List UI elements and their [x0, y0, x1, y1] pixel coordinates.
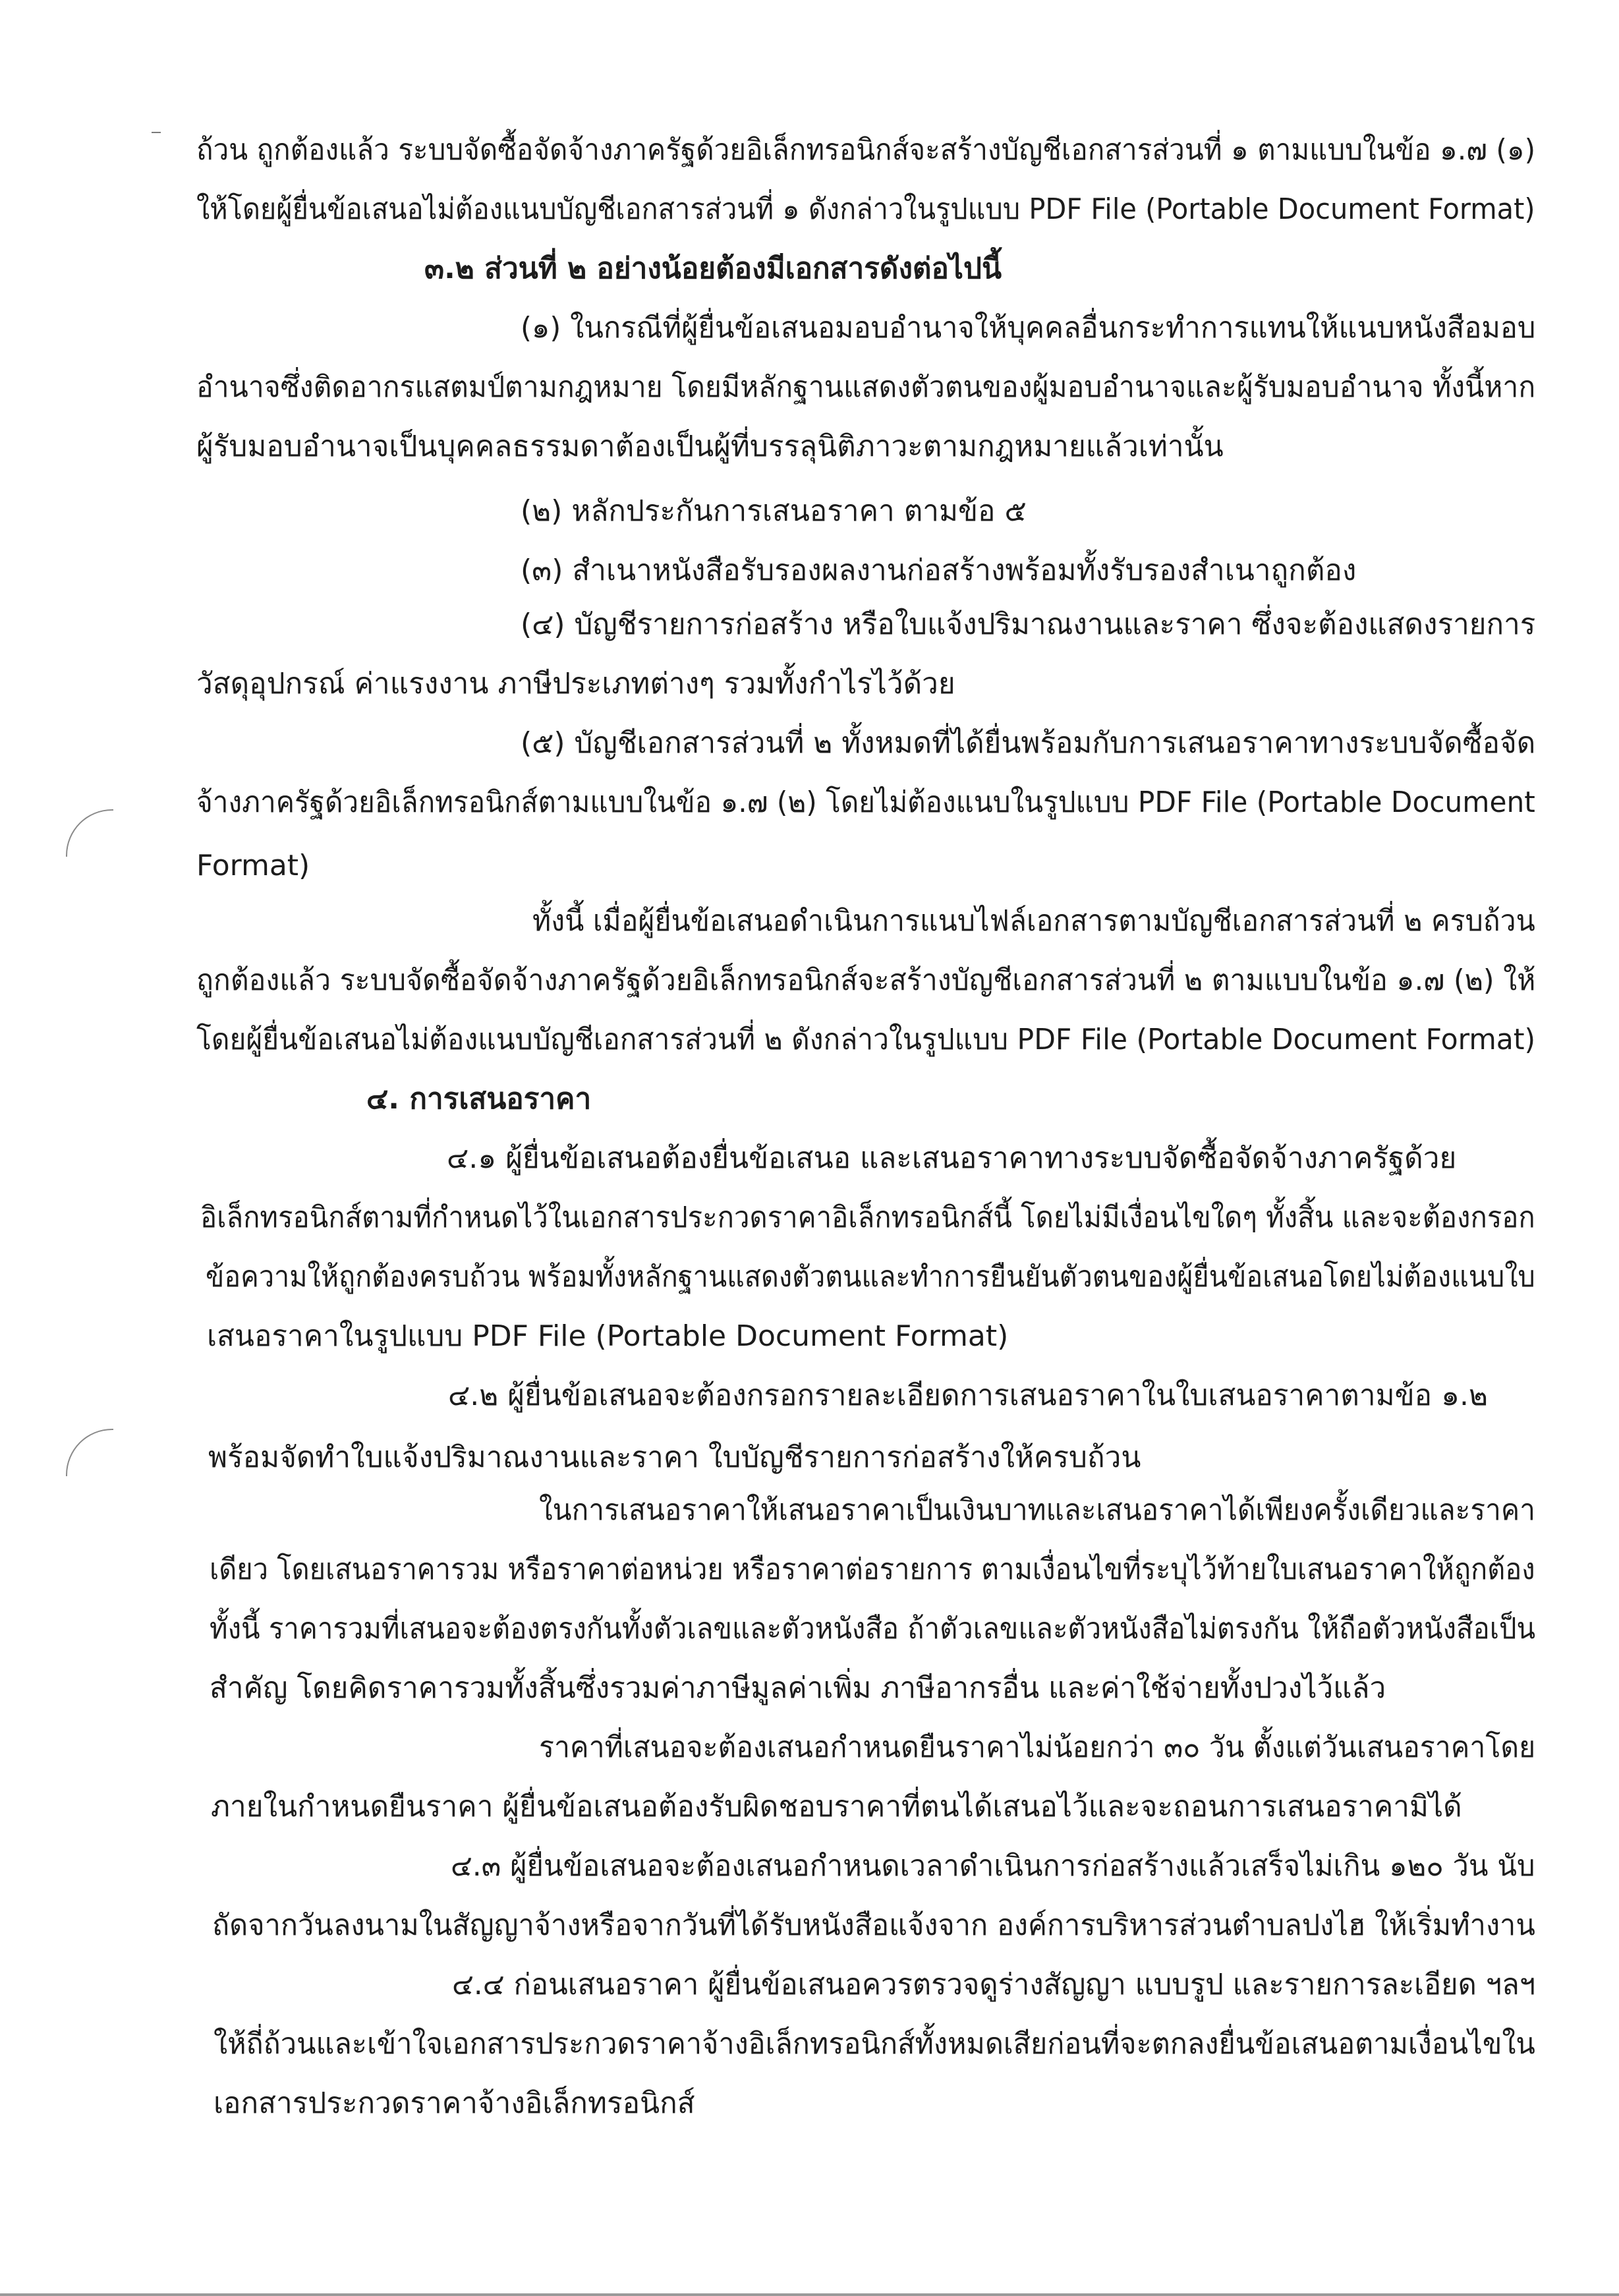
- paragraph-line: ในการเสนอราคาให้เสนอราคาเป็นเงินบาทและเสนอราคาได้เพียงครั้งเดียวและราคา: [539, 1493, 1535, 1527]
- paragraph-line: สำคัญ โดยคิดราคารวมทั้งสิ้นซึ่งรวมค่าภาษีมูลค่าเพิ่ม ภาษีอากรอื่น และค่าใช้จ่ายทั้งปวงไว้แล้ว: [210, 1671, 1386, 1705]
- paragraph-line: ให้ถี่ถ้วนและเข้าใจเอกสารประกวดราคาจ้างอิเล็กทรอนิกส์ทั้งหมดเสียก่อนที่จะตกลงยื่นข้อเสนอตามเงื่อนไขใน: [213, 2027, 1535, 2061]
- paragraph-line: พร้อมจัดทำใบแจ้งปริมาณงานและราคา ใบบัญชีรายการก่อสร้างให้ครบถ้วน: [208, 1441, 1141, 1474]
- punch-hole-mark-upper: [66, 809, 113, 857]
- paragraph-line: Format): [196, 849, 310, 882]
- paragraph-line: (๒) หลักประกันการเสนอราคา ตามข้อ ๕: [521, 494, 1027, 528]
- paragraph-line: ถูกต้องแล้ว ระบบจัดซื้อจัดจ้างภาครัฐด้วยอิเล็กทรอนิกส์จะสร้างบัญชีเอกสารส่วนที่ ๒ ตามแบบในข้อ ๑.๗ (๒) ให้: [196, 963, 1536, 997]
- paragraph-line: ๔.๒ ผู้ยื่นข้อเสนอจะต้องกรอกรายละเอียดการเสนอราคาในใบเสนอราคาตามข้อ ๑.๒: [448, 1379, 1489, 1412]
- paragraph-line: ข้อความให้ถูกต้องครบถ้วน พร้อมทั้งหลักฐานแสดงตัวตนและทำการยืนยันตัวตนของผู้ยื่นข้อเสนอโดยไม่ต้องแนบใบ: [206, 1260, 1535, 1294]
- paragraph-line: ให้โดยผู้ยื่นข้อเสนอไม่ต้องแนบบัญชีเอกสารส่วนที่ ๑ ดังกล่าวในรูปแบบ PDF File (Portable Document Format): [196, 192, 1535, 226]
- paragraph-line: ๔.๑ ผู้ยื่นข้อเสนอต้องยื่นข้อเสนอ และเสนอราคาทางระบบจัดซื้อจัดจ้างภาครัฐด้วย: [447, 1141, 1457, 1175]
- paragraph-line: ถ้วน ถูกต้องแล้ว ระบบจัดซื้อจัดจ้างภาครัฐด้วยอิเล็กทรอนิกส์จะสร้างบัญชีเอกสารส่วนที่ ๑ ตามแบบในข้อ ๑.๗ (๑): [196, 133, 1536, 167]
- section-heading: ๔. การเสนอราคา: [366, 1082, 592, 1116]
- paragraph-line: ๔.๔ ก่อนเสนอราคา ผู้ยื่นข้อเสนอควรตรวจดูร่างสัญญา แบบรูป และรายการละเอียด ฯลฯ: [452, 1968, 1536, 2001]
- paragraph-line: ทั้งนี้ ราคารวมที่เสนอจะต้องตรงกันทั้งตัวเลขและตัวหนังสือ ถ้าตัวเลขและตัวหนังสือไม่ตรงกัน ให้ถือตัวหนังสือเป็น: [210, 1612, 1536, 1646]
- paragraph-line: (๔) บัญชีรายการก่อสร้าง หรือใบแจ้งปริมาณงานและราคา ซึ่งจะต้องแสดงรายการ: [521, 608, 1536, 641]
- scan-bottom-edge: [0, 2293, 1619, 2296]
- paragraph-line: ถัดจากวันลงนามในสัญญาจ้างหรือจากวันที่ได้รับหนังสือแจ้งจาก องค์การบริหารส่วนตำบลปงไฮ ให้เริ่มทำงาน: [212, 1909, 1535, 1942]
- paragraph-line: เอกสารประกวดราคาจ้างอิเล็กทรอนิกส์: [213, 2086, 695, 2120]
- paragraph-line: เดียว โดยเสนอราคารวม หรือราคาต่อหน่วย หรือราคาต่อรายการ ตามเงื่อนไขที่ระบุไว้ท้ายใบเสนอราคาให้ถูกต้อง: [210, 1553, 1535, 1586]
- punch-hole-mark-lower: [66, 1429, 113, 1476]
- paragraph-line: วัสดุอุปกรณ์ ค่าแรงงาน ภาษีประเภทต่างๆ รวมทั้งกำไรไว้ด้วย: [196, 667, 955, 701]
- paragraph-line: ๔.๓ ผู้ยื่นข้อเสนอจะต้องเสนอกำหนดเวลาดำเนินการก่อสร้างแล้วเสร็จไม่เกิน ๑๒๐ วัน นับ: [451, 1849, 1535, 1883]
- scan-mark: [152, 132, 161, 133]
- paragraph-line: โดยผู้ยื่นข้อเสนอไม่ต้องแนบบัญชีเอกสารส่วนที่ ๒ ดังกล่าวในรูปแบบ PDF File (Portable Document Format): [196, 1023, 1536, 1056]
- paragraph-line: ทั้งนี้ เมื่อผู้ยื่นข้อเสนอดำเนินการแนบไฟล์เอกสารตามบัญชีเอกสารส่วนที่ ๒ ครบถ้วน: [532, 904, 1535, 938]
- section-heading: ๓.๒ ส่วนที่ ๒ อย่างน้อยต้องมีเอกสารดังต่อไปนี้: [424, 252, 1002, 285]
- paragraph-line: ผู้รับมอบอำนาจเป็นบุคคลธรรมดาต้องเป็นผู้ที่บรรลุนิติภาวะตามกฎหมายแล้วเท่านั้น: [196, 430, 1224, 463]
- paragraph-line: ราคาที่เสนอจะต้องเสนอกำหนดยืนราคาไม่น้อยกว่า ๓๐ วัน ตั้งแต่วันเสนอราคาโดย: [539, 1731, 1536, 1764]
- paragraph-line: เสนอราคาในรูปแบบ PDF File (Portable Document Format): [207, 1319, 1009, 1353]
- paragraph-line: อำนาจซึ่งติดอากรแสตมป์ตามกฎหมาย โดยมีหลักฐานแสดงตัวตนของผู้มอบอำนาจและผู้รับมอบอำนาจ ทั้งนี้หาก: [196, 370, 1536, 404]
- paragraph-line: (๑) ในกรณีที่ผู้ยื่นข้อเสนอมอบอำนาจให้บุคคลอื่นกระทำการแทนให้แนบหนังสือมอบ: [521, 311, 1536, 345]
- paragraph-line: (๕) บัญชีเอกสารส่วนที่ ๒ ทั้งหมดที่ได้ยื่นพร้อมกับการเสนอราคาทางระบบจัดซื้อจัด: [521, 726, 1536, 760]
- paragraph-line: (๓) สำเนาหนังสือรับรองผลงานก่อสร้างพร้อมทั้งรับรองสำเนาถูกต้อง: [521, 554, 1357, 587]
- paragraph-line: อิเล็กทรอนิกส์ตามที่กำหนดไว้ในเอกสารประกวดราคาอิเล็กทรอนิกส์นี้ โดยไม่มีเงื่อนไขใดๆ ทั้งสิ้น และจะต้องกรอก: [200, 1201, 1535, 1234]
- paragraph-line: ภายในกำหนดยืนราคา ผู้ยื่นข้อเสนอต้องรับผิดชอบราคาที่ตนได้เสนอไว้และจะถอนการเสนอราคามิได้: [211, 1790, 1462, 1823]
- paragraph-line: จ้างภาครัฐด้วยอิเล็กทรอนิกส์ตามแบบในข้อ ๑.๗ (๒) โดยไม่ต้องแนบในรูปแบบ PDF File (Portable Document: [196, 786, 1535, 819]
